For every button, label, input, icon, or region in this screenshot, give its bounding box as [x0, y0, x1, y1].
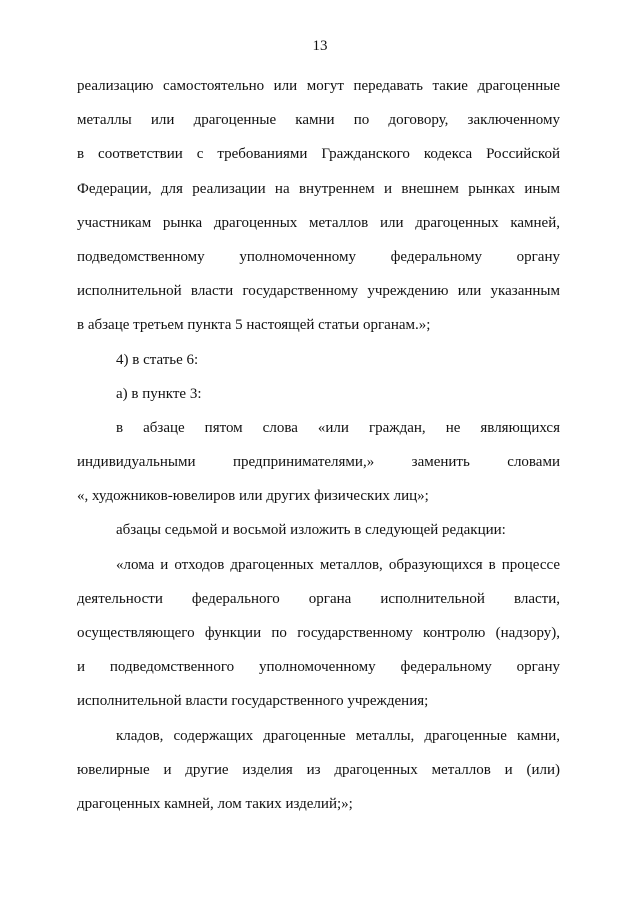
text-line: осуществляющего функции по государственному контролю (надзору), [77, 625, 560, 641]
text-line: 4) в статье 6: [116, 351, 199, 368]
text-line: а) в пункте 3: [116, 385, 202, 402]
text-line: деятельности федерального органа исполнительной власти, [77, 590, 560, 607]
text-line: индивидуальными предпринимателями,» заменить словами [77, 454, 560, 471]
text-line: в абзаце пятом слова «или граждан, не являющихся [116, 419, 560, 436]
text-line: подведомственному уполномоченному федеральному органу [77, 248, 560, 265]
document-body [77, 72, 560, 824]
page-number: 13 [312, 38, 328, 54]
text-line: исполнительной власти государственного учреждения; [77, 693, 429, 710]
text-line: ювелирные и другие изделия из драгоценных металлов и (или) [77, 761, 560, 778]
text-line: драгоценных камней, лом таких изделий;»; [77, 795, 353, 812]
text-line: и подведомственного уполномоченному федеральному органу [77, 659, 560, 676]
text-line: «лома и отходов драгоценных металлов, образующихся в процессе [116, 556, 560, 573]
text-line: «, художников-ювелиров или других физических лиц»; [77, 488, 429, 505]
text-line: Федерации, для реализации на внутреннем и внешнем рынках иным [77, 180, 560, 197]
text-line: реализацию самостоятельно или могут передавать такие драгоценные [77, 78, 560, 94]
text-line: абзацы седьмой и восьмой изложить в следующей редакции: [116, 522, 506, 539]
text-line: кладов, содержащих драгоценные металлы, драгоценные камни, [116, 727, 560, 744]
text-line: металлы или драгоценные камни по договору, заключенному [77, 112, 560, 129]
text-line: участникам рынка драгоценных металлов или драгоценных камней, [77, 214, 560, 231]
text-line: в абзаце третьем пункта 5 настоящей статьи органам.»; [77, 317, 431, 334]
text-line: в соответствии с требованиями Гражданского кодекса Российской [77, 146, 560, 163]
text-line: исполнительной власти государственному учреждению или указанным [77, 283, 560, 300]
